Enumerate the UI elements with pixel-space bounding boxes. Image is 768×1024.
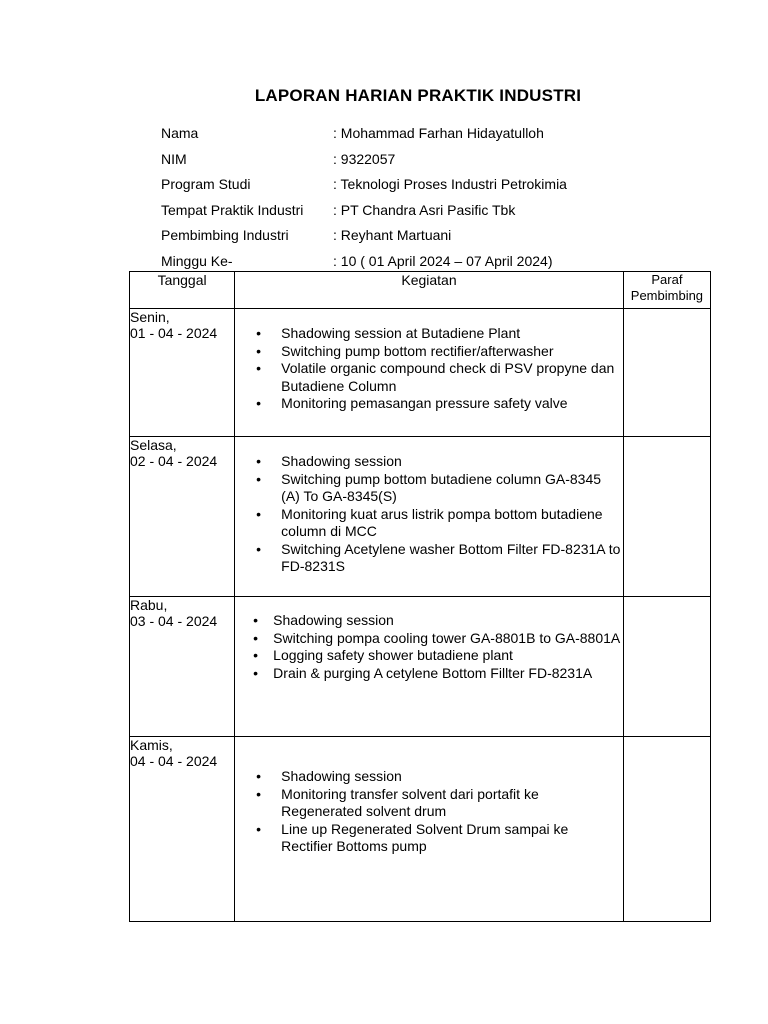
list-item: • Switching pump bottom butadiene column GA-8345 (A) To GA-8345(S) (235, 471, 623, 506)
info-row-pembimbing (161, 227, 567, 253)
activity-list (235, 453, 623, 576)
signature-cell (623, 437, 710, 597)
info-value: : PT Chandra Asri Pasific Tbk (333, 201, 516, 218)
table-row (130, 597, 711, 737)
signature-cell (623, 737, 710, 922)
info-row-nim (161, 151, 567, 177)
list-item: • Switching pump bottom rectifier/afterwasher (235, 343, 623, 361)
date-value: 02 - 04 - 2024 (130, 453, 218, 469)
list-item: • Monitoring transfer solvent dari portafit ke Regenerated solvent drum (235, 786, 623, 821)
list-item: • Monitoring pemasangan pressure safety valve (235, 395, 623, 413)
day-name: Kamis, (130, 737, 173, 753)
list-item: • Shadowing session (235, 768, 623, 786)
activity-list (235, 612, 623, 682)
list-item: • Switching Acetylene washer Bottom Filter FD-8231A to FD-8231S (235, 541, 623, 576)
table-row (130, 309, 711, 437)
info-label: Pembimbing Industri (161, 227, 289, 244)
date-value: 03 - 04 - 2024 (130, 613, 218, 629)
activity-cell (235, 737, 624, 922)
signature-cell (623, 597, 710, 737)
info-value: : Mohammad Farhan Hidayatulloh (333, 125, 544, 141)
header-kegiatan: Kegiatan (235, 272, 624, 309)
day-name: Senin, (130, 309, 170, 325)
info-row-tempat-praktik (161, 202, 567, 228)
day-name: Rabu, (130, 597, 168, 613)
table-header-row (130, 272, 711, 309)
list-item: • Drain & purging A cetylene Bottom Fillter FD-8231A (235, 665, 623, 683)
document-title: LAPORAN HARIAN PRAKTIK INDUSTRI (254, 86, 582, 105)
info-block (161, 125, 567, 279)
list-item: • Shadowing session (235, 612, 623, 630)
activity-cell (235, 597, 624, 737)
info-label: Tempat Praktik Industri (161, 201, 304, 218)
info-value: : Reyhant Martuani (333, 227, 452, 244)
list-item: • Logging safety shower butadiene plant (235, 647, 623, 665)
date-value: 01 - 04 - 2024 (130, 325, 218, 341)
activity-cell (235, 437, 624, 597)
list-item: • Line up Regenerated Solvent Drum sampai ke Rectifier Bottoms pump (235, 821, 623, 856)
activity-log-table (129, 271, 711, 922)
info-value: : 9322057 (333, 150, 396, 167)
info-label: Program Studi (161, 176, 251, 193)
list-item: • Monitoring kuat arus listrik pompa bottom butadiene column di MCC (235, 506, 623, 541)
list-item: • Shadowing session (235, 453, 623, 471)
signature-cell (623, 309, 710, 437)
date-cell (130, 309, 235, 437)
activity-cell (235, 309, 624, 437)
info-label: Nama (161, 125, 199, 141)
table-row (130, 737, 711, 922)
day-name: Selasa, (130, 437, 177, 453)
info-value: : Teknologi Proses Industri Petrokimia (333, 176, 567, 193)
date-cell (130, 437, 235, 597)
list-item: • Switching pompa cooling tower GA-8801B to GA-8801A (235, 630, 623, 648)
date-cell (130, 737, 235, 922)
list-item: • Shadowing session at Butadiene Plant (235, 325, 623, 343)
info-row-nama (161, 125, 567, 151)
activity-list (235, 768, 623, 856)
list-item: • Volatile organic compound check di PSV propyne dan Butadiene Column (235, 360, 623, 395)
activity-list (235, 325, 623, 413)
info-row-program-studi (161, 176, 567, 202)
date-cell (130, 597, 235, 737)
header-tanggal: Tanggal (130, 272, 235, 309)
info-label: Minggu Ke- (161, 252, 233, 269)
info-label: NIM (161, 150, 187, 167)
info-value: : 10 ( 01 April 2024 – 07 April 2024) (333, 252, 553, 269)
header-paraf: Paraf Pembimbing (623, 272, 710, 309)
date-value: 04 - 04 - 2024 (130, 753, 218, 769)
table-row (130, 437, 711, 597)
